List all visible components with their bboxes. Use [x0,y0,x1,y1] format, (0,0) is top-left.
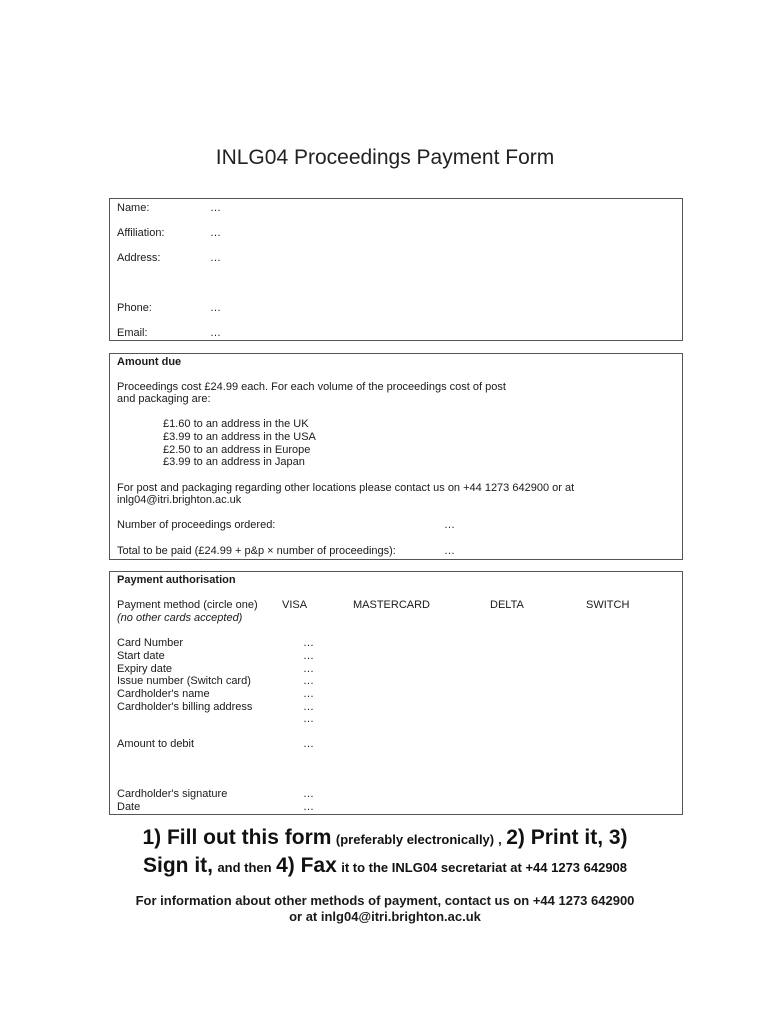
billing-address-field[interactable]: … [303,701,314,713]
name-label: Name: [117,202,150,214]
payment-method-note: (no other cards accepted) [117,612,243,624]
method-mastercard[interactable]: MASTERCARD [353,599,431,611]
step1-text: 1) Fill out this form [142,826,332,849]
total-label: Total to be paid (£24.99 + p&p × number of proceedings): [117,545,396,557]
step4-text: 4) Fax [276,854,337,877]
amount-due-box [109,353,683,560]
method-switch[interactable]: SWITCH [586,599,630,611]
email-field[interactable]: … [210,327,221,339]
payment-method-label: Payment method (circle one) [117,599,258,611]
affiliation-field[interactable]: … [210,227,221,239]
payment-authorisation-box [109,571,683,815]
phone-label: Phone: [117,302,152,314]
step1-note: (preferably electronically) [335,832,495,847]
expiry-date-field[interactable]: … [303,663,314,675]
other-locations-line1: For post and packaging regarding other locations please contact us on +44 1273 642900 or at [117,482,575,494]
expiry-date-label: Expiry date [117,663,173,675]
billing-address-label: Cardholder's billing address [117,701,253,713]
and-then-text: and then [217,860,272,875]
other-locations-line2: inlg04@itri.brighton.ac.uk [117,494,242,506]
address-field[interactable]: … [210,252,221,264]
instructions-line2 [0,854,770,878]
instructions-line1 [0,826,770,850]
rate-usa: £3.99 to an address in the USA [163,431,316,443]
date-label: Date [117,801,141,813]
amount-to-debit-label: Amount to debit [117,738,195,750]
card-number-label: Card Number [117,637,184,649]
start-date-field[interactable]: … [303,650,314,662]
page-title: INLG04 Proceedings Payment Form [215,146,555,169]
step1-separator: , [498,832,502,847]
date-field[interactable]: … [303,801,314,813]
amount-heading: Amount due [117,356,182,368]
rate-europe: £2.50 to an address in Europe [163,444,311,456]
amount-to-debit-field[interactable]: … [303,738,314,750]
rate-japan: £3.99 to an address in Japan [163,456,305,468]
amount-intro-line2: and packaging are: [117,393,211,405]
total-field[interactable]: … [444,545,455,557]
name-field[interactable]: … [210,202,221,214]
method-visa[interactable]: VISA [282,599,308,611]
number-ordered-label: Number of proceedings ordered: [117,519,276,531]
issue-number-label: Issue number (Switch card) [117,675,251,687]
cardholder-name-field[interactable]: … [303,688,314,700]
rate-uk: £1.60 to an address in the UK [163,418,309,430]
billing-address-field-extra[interactable]: … [303,713,314,725]
method-delta[interactable]: DELTA [490,599,524,611]
info-line2: or at inlg04@itri.brighton.ac.uk [289,909,481,924]
start-date-label: Start date [117,650,165,662]
cardholder-name-label: Cardholder's name [117,688,210,700]
signature-label: Cardholder's signature [117,788,228,800]
card-number-field[interactable]: … [303,637,314,649]
payment-heading: Payment authorisation [117,574,236,586]
personal-details-box [109,198,683,341]
number-ordered-field[interactable]: … [444,519,455,531]
step4-rest: it to the INLG04 secretariat at +44 1273 642908 [341,860,628,875]
step2-text: 2) Print it, 3) [506,826,628,849]
signature-field[interactable]: … [303,788,314,800]
issue-number-field[interactable]: … [303,675,314,687]
phone-field[interactable]: … [210,302,221,314]
address-label: Address: [117,252,161,264]
step3-text: Sign it, [142,854,213,877]
email-label: Email: [117,327,148,339]
info-line1: For information about other methods of payment, contact us on +44 1273 642900 [135,893,635,908]
amount-intro-line1: Proceedings cost £24.99 each. For each volume of the proceedings cost of post [117,381,506,393]
affiliation-label: Affiliation: [117,227,165,239]
